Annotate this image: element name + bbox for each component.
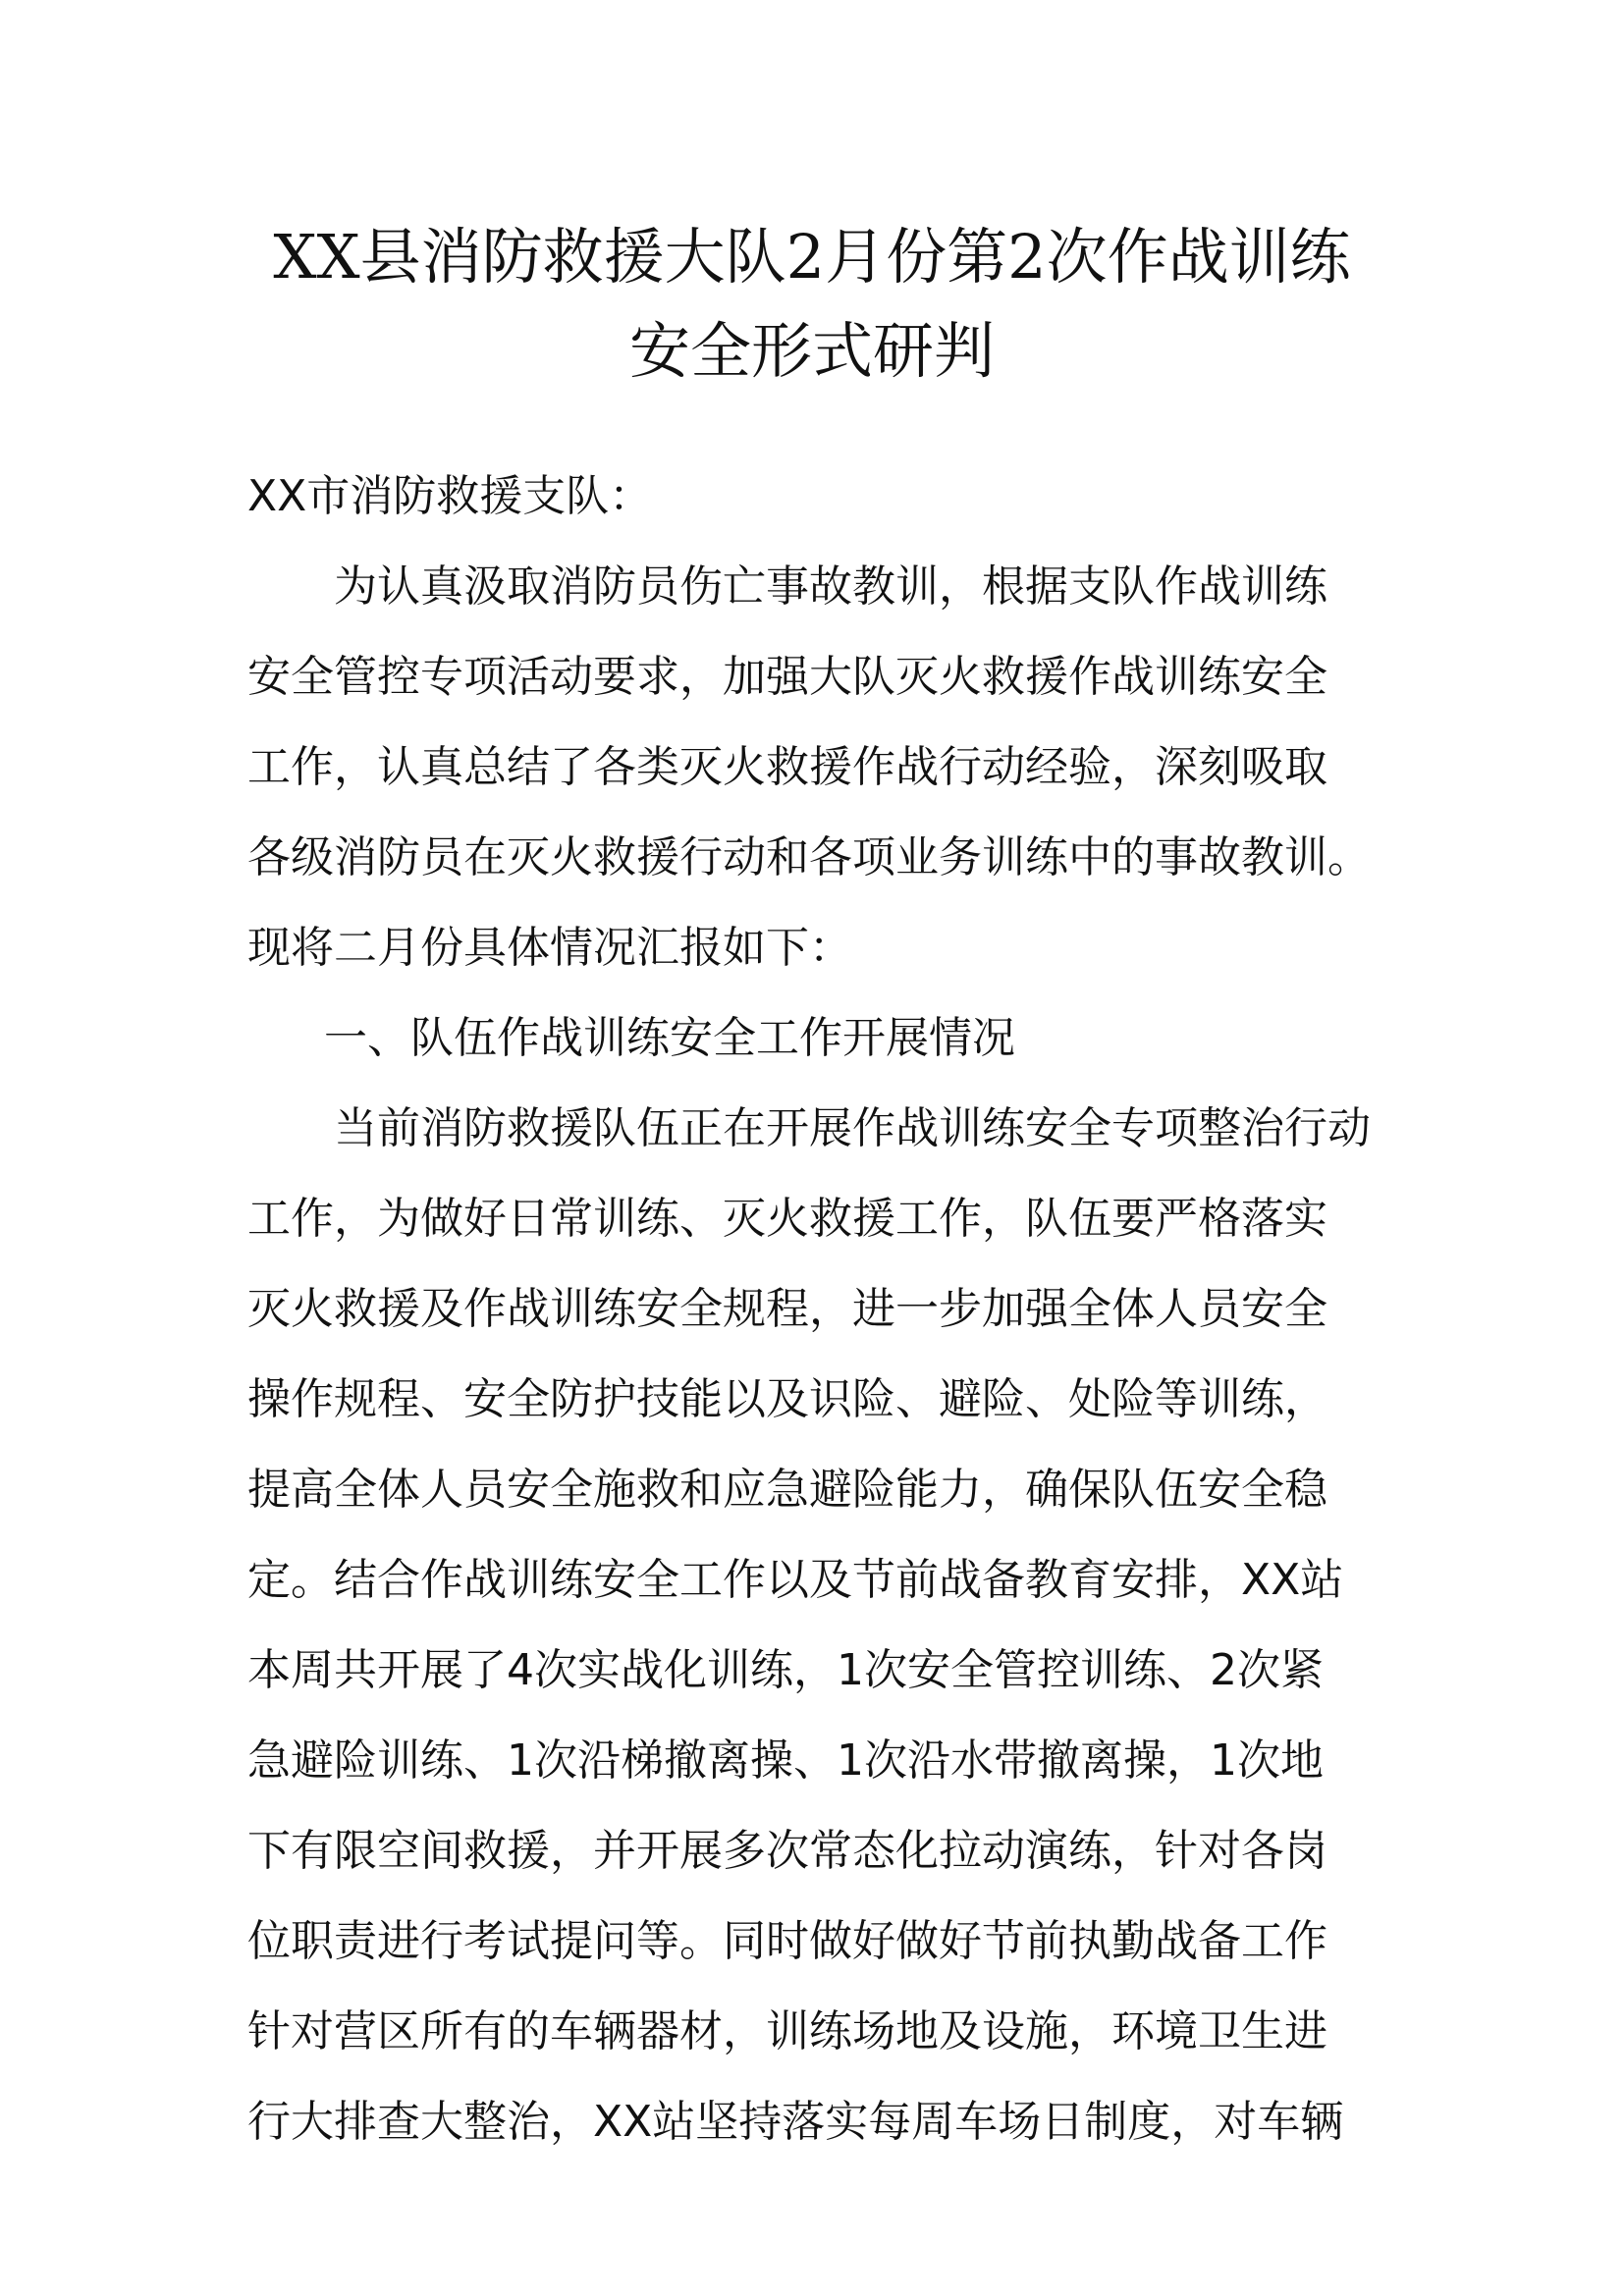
intro-line: 为认真汲取消防员伤亡事故教训，根据支队作战训练 [334, 561, 1327, 612]
intro-line: 工作，认真总结了各类灭火救援作战行动经验，深刻吸取 [247, 742, 1327, 792]
section-heading: 一、队伍作战训练安全工作开展情况 [324, 1013, 1015, 1063]
body-line: 急避险训练、1次沿梯撤离操、1次沿水带撤离操，1次地 [247, 1735, 1324, 1786]
document-title-line-1: XX县消防救援大队2月份第2次作战训练 [273, 221, 1351, 293]
body-line: 当前消防救援队伍正在开展作战训练安全专项整治行动 [334, 1103, 1371, 1153]
body-line: 位职责进行考试提问等。同时做好做好节前执勤战备工作 [247, 1916, 1327, 1966]
salutation: XX市消防救援支队： [247, 471, 653, 521]
body-line: 本周共开展了4次实战化训练，1次安全管控训练、2次紧 [247, 1645, 1324, 1695]
body-line: 操作规程、安全防护技能以及识险、避险、处险等训练， [247, 1374, 1327, 1424]
intro-line: 现将二月份具体情况汇报如下： [247, 923, 852, 973]
body-line: 定。结合作战训练安全工作以及节前战备教育安排，XX站 [247, 1555, 1344, 1605]
body-line: 行大排查大整治，XX站坚持落实每周车场日制度，对车辆 [247, 2097, 1344, 2147]
intro-line: 各级消防员在灭火救援行动和各项业务训练中的事故教训。 [247, 832, 1371, 882]
intro-line: 安全管控专项活动要求，加强大队灭火救援作战训练安全 [247, 652, 1327, 702]
body-line: 提高全体人员安全施救和应急避险能力，确保队伍安全稳 [247, 1465, 1327, 1515]
body-line: 针对营区所有的车辆器材，训练场地及设施，环境卫生进 [247, 2006, 1327, 2056]
body-line: 下有限空间救援，并开展多次常态化拉动演练，针对各岗 [247, 1826, 1327, 1876]
body-line: 灭火救援及作战训练安全规程，进一步加强全体人员安全 [247, 1284, 1327, 1334]
document-title-line-2: 安全形式研判 [628, 315, 995, 387]
body-line: 工作，为做好日常训练、灭火救援工作，队伍要严格落实 [247, 1194, 1327, 1244]
